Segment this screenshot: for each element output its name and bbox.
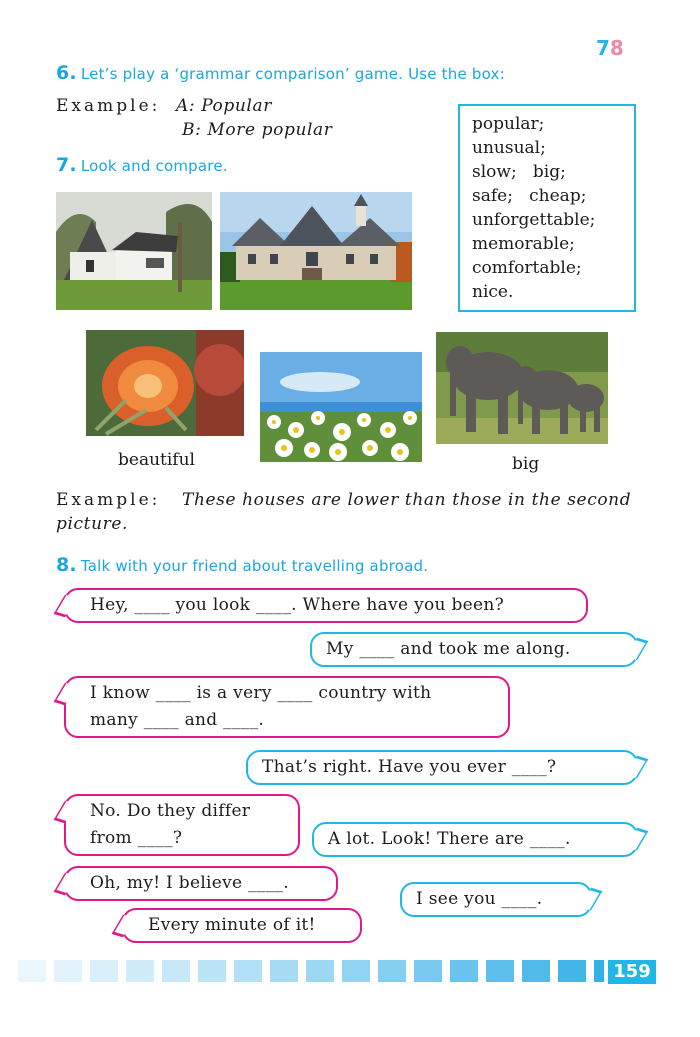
speech-bubble-blue xyxy=(246,750,638,785)
cottage-photo xyxy=(56,192,212,310)
task-text: Look and compare. xyxy=(80,157,228,175)
page-number: 159 xyxy=(608,960,656,984)
example-sentence: These houses are lower than those in the second xyxy=(182,490,632,510)
example-label: Example: xyxy=(56,490,161,510)
example-line-a: A: Popular xyxy=(176,96,272,116)
word-box xyxy=(458,104,636,312)
task-6-heading xyxy=(56,62,505,84)
example-label: Example: xyxy=(56,96,161,116)
dialogue-line: from ____? xyxy=(90,828,183,848)
section-mark: 78 xyxy=(596,36,624,60)
dialogue-line: Every minute of it! xyxy=(148,915,316,935)
word-box-item: safe; cheap; xyxy=(472,186,587,206)
task-text: Let’s play a ‘grammar comparison’ game. Use the box: xyxy=(80,65,505,83)
speech-bubble-pink xyxy=(64,676,510,738)
word-box-item: slow; big; xyxy=(472,162,566,182)
example-sentence-end: picture. xyxy=(56,514,129,534)
dialogue-line: I know ____ is a very ____ country with xyxy=(90,683,432,703)
task-number: 6. xyxy=(56,62,77,84)
dialogue-line: No. Do they differ xyxy=(90,801,251,821)
word-box-item: popular; xyxy=(472,114,545,134)
task-text: Talk with your friend about travelling abroad. xyxy=(80,557,429,575)
dialogue-line: many ____ and ____. xyxy=(90,710,265,730)
word-box-item: memorable; xyxy=(472,234,575,254)
elephants-caption: big xyxy=(512,454,540,474)
dialogue-line: That’s right. Have you ever ____? xyxy=(262,757,557,777)
task-number: 8. xyxy=(56,554,77,576)
dialogue-line: I see you ____. xyxy=(416,889,543,909)
speech-bubble-pink xyxy=(122,908,362,943)
speech-bubble-pink xyxy=(64,794,300,856)
speech-bubble-pink xyxy=(64,866,338,901)
mansion-photo xyxy=(220,192,412,310)
speech-bubble-blue xyxy=(312,822,638,857)
word-box-item: unusual; xyxy=(472,138,546,158)
task-7-heading xyxy=(56,154,228,176)
example-line-b: B: More popular xyxy=(182,120,333,140)
task-number: 7. xyxy=(56,154,77,176)
elephants-photo xyxy=(436,332,608,444)
dialogue-line: A lot. Look! There are ____. xyxy=(328,829,571,849)
speech-bubble-blue xyxy=(400,882,592,917)
dialogue-line: Hey, ____ you look ____. Where have you been? xyxy=(90,595,505,615)
flower-photo xyxy=(86,330,244,436)
flower-caption: beautiful xyxy=(118,450,195,470)
daisies-photo xyxy=(260,352,422,462)
speech-bubble-blue xyxy=(310,632,638,667)
dialogue-line: My ____ and took me along. xyxy=(326,639,571,659)
speech-bubble-pink xyxy=(64,588,588,623)
word-box-item: unforgettable; xyxy=(472,210,596,230)
task-8-heading xyxy=(56,554,428,576)
word-box-item: nice. xyxy=(472,282,514,302)
word-box-item: comfortable; xyxy=(472,258,582,278)
dialogue-line: Oh, my! I believe ____. xyxy=(90,873,290,893)
